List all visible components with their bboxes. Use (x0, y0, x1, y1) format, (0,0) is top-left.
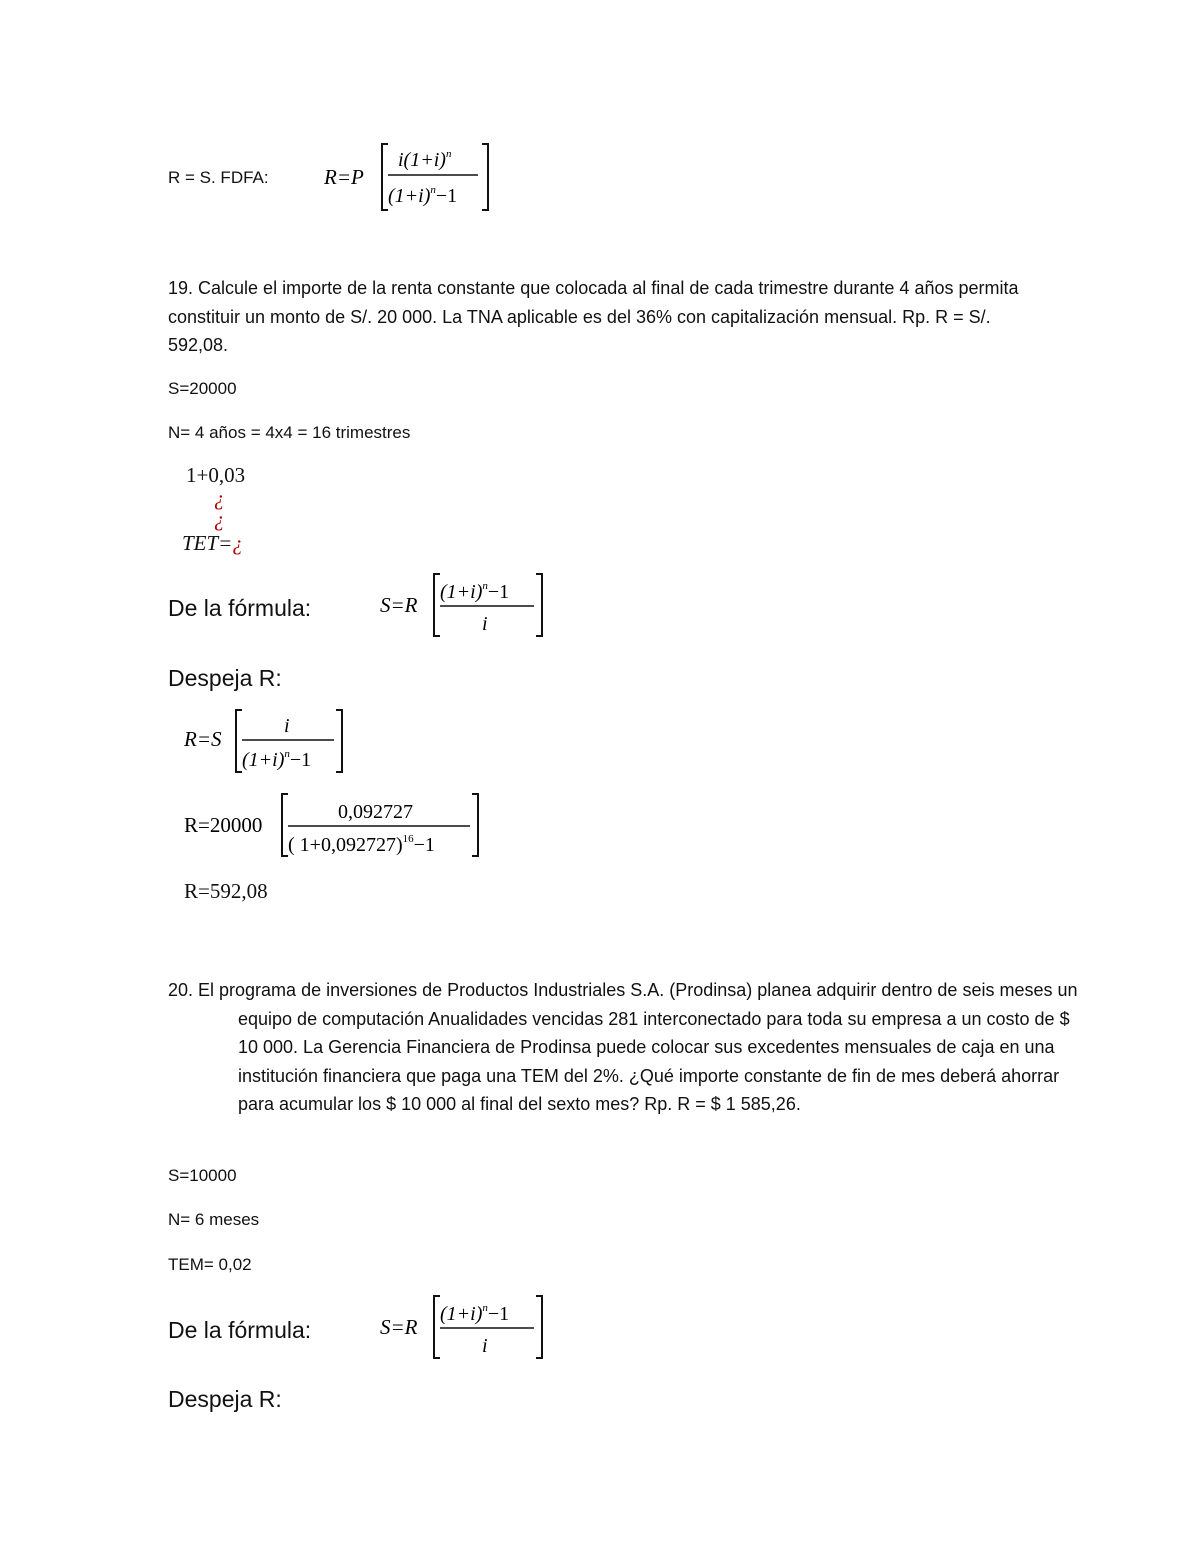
problem-19-text: 19. Calcule el importe de la renta constante que colocada al final de cada trimestre durante 4 años permita constituir un monto de S/. 20 000. La TNA aplicable es del 36% con capitalización mensual. Rp. R = S/. 592,08. (168, 278, 1019, 355)
r-numeric-denominator: ( 1+0,092727)$^{16}$−1 (288, 833, 435, 856)
s-formula-denominator-2: i (482, 1335, 488, 1357)
r-formula-numerator: i (284, 715, 290, 737)
fdfa-denominator: $(1+i)^n-1$ (388, 184, 458, 207)
p19-broken-line2: ¿ (214, 486, 225, 510)
p20-de-la-formula: De la fórmula: (168, 1317, 312, 1343)
p19-de-la-formula: De la fórmula: (168, 595, 312, 621)
p19-r-result: R=592,08 (184, 879, 268, 903)
p19-tet-line (182, 531, 243, 556)
r-formula-denominator: $(1+i)^n-1$ (242, 748, 312, 771)
p20-s-value: S=10000 (168, 1166, 237, 1185)
p19-r-formula (178, 706, 358, 778)
p19-s-formula (374, 570, 554, 642)
p19-broken-line1: 1+0,03 (186, 463, 246, 487)
p20-n-value: N= 6 meses (168, 1210, 260, 1229)
s-formula-lhs-2: S=R (380, 1315, 418, 1339)
p19-n-value: N= 4 años = 4x4 = 16 trimestres (168, 423, 411, 442)
s-formula-lhs: S=R (380, 593, 418, 617)
fdfa-label: R = S. FDFA: (168, 168, 269, 187)
p19-tet-rhs: ¿ (232, 531, 243, 555)
s-formula-denominator: i (482, 613, 488, 635)
fdfa-formula (318, 138, 498, 216)
p19-tet-lhs: TET= (182, 531, 233, 555)
fdfa-numerator: $i(1+i)^n$ (398, 148, 452, 171)
fdfa-lhs: R=P (324, 165, 364, 189)
r-numeric-numerator: 0,092727 (338, 801, 413, 823)
s-formula-numerator: $(1+i)^n-1$ (440, 580, 510, 603)
p20-s-formula (374, 1292, 554, 1364)
p19-r-numeric (178, 790, 498, 862)
p20-tem-value: TEM= 0,02 (168, 1255, 252, 1274)
p20-despeja: Despeja R: (168, 1386, 282, 1412)
p19-despeja: Despeja R: (168, 665, 282, 691)
r-numeric-lhs-visible: R=20000 (184, 813, 263, 837)
problem-20-text: 20. El programa de inversiones de Productos Industriales S.A. (Prodinsa) planea adquirir dentro de seis meses un equipo de computación Anualidades vencidas 281 interconectado para toda su empresa a un costo de $ 10 000. La Gerencia Financiera de Prodinsa puede colocar sus excedentes mensuales de caja en una institución financiera que paga una TEM del 2%. ¿Qué importe constante de fin de mes deberá ahorrar para acumular los $ 10 000 al final del sexto mes? Rp. R = $ 1 585,26. (168, 980, 1078, 1114)
p19-broken-line3: ¿ (214, 507, 225, 531)
r-formula-lhs: R=S (184, 727, 222, 751)
s-formula-numerator-2: $(1+i)^n-1$ (440, 1302, 510, 1325)
p19-s-value: S=20000 (168, 379, 237, 398)
